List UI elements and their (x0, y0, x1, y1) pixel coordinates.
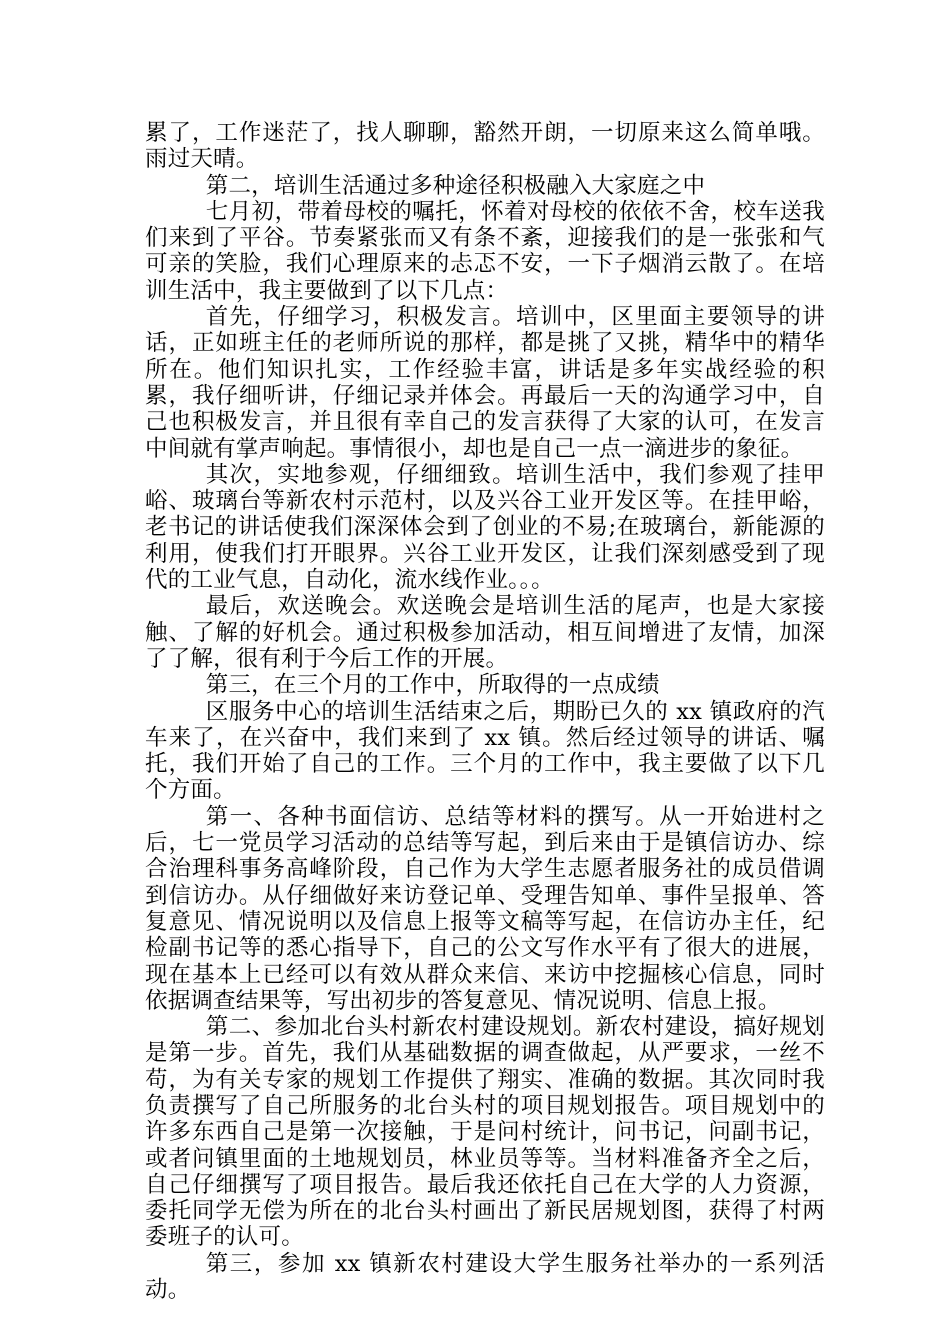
paragraph-site-visit: 其次，实地参观，仔细细致。培训生活中，我们参观了挂甲峪、玻璃台等新农村示范村，以及兴谷工业开发区等。在挂甲峪，老书记的讲话使我们深深体会到了创业的不易;在玻璃台，新能源的利用，使我们打开眼界。兴谷工业开发区，让我们深刻感受到了现代的工业气息，自动化，流水线作业。。。 (145, 461, 825, 594)
paragraph-july-arrival: 七月初，带着母校的嘱托，怀着对母校的依依不舍，校车送我们来到了平谷。节奏紧张而又有条不紊，迎接我们的是一张张和气可亲的笑脸，我们心理原来的忐忑不安，一下子烟消云散了。在培训生活中，我主要做到了以下几点： (145, 198, 825, 304)
document-body (145, 120, 825, 1303)
paragraph-town-work: 区服务中心的培训生活结束之后，期盼已久的 xx 镇政府的汽车来了，在兴奋中，我们来到了 xx 镇。然后经过领导的讲话、嘱托，我们开始了自己的工作。三个月的工作中，我主要做了以下几个方面。 (145, 698, 825, 804)
paragraph-service-activities: 第三，参加 xx 镇新农村建设大学生服务社举办的一系列活动。 (145, 1250, 825, 1304)
section-heading-second: 第二，培训生活通过多种途径积极融入大家庭之中 (205, 172, 706, 199)
paragraph-written-materials: 第一、各种书面信访、总结等材料的撰写。从一开始进村之后，七一党员学习活动的总结等写起，到后来由于是镇信访办、综合治理科事务高峰阶段，自己作为大学生志愿者服务社的成员借调到信访办。从仔细做好来访登记单、受理告知单、事件呈报单、答复意见、情况说明以及信息上报等文稿等写起，在信访办主任，纪检副书记等的悉心指导下，自己的公文写作水平有了很大的进展，现在基本上已经可以有效从群众来信、来访中挖掘核心信息，同时依据调查结果等，写出初步的答复意见、情况说明、信息上报。 (145, 803, 825, 1014)
paragraph-study-speak: 首先，仔细学习，积极发言。培训中，区里面主要领导的讲话，正如班主任的老师所说的那样，都是挑了又挑，精华中的精华所在。他们知识扎实，工作经验丰富，讲话是多年实战经验的积累，我仔细听讲，仔细记录并体会。再最后一天的沟通学习中，自己也积极发言，并且很有幸自己的发言获得了大家的认可，在发言中间就有掌声响起。事情很小，却也是自己一点一滴进步的象征。 (145, 304, 825, 462)
paragraph-farewell-party: 最后，欢送晚会。欢送晚会是培训生活的尾声，也是大家接触、了解的好机会。通过积极参加活动，相互间增进了友情，加深了了解，很有利于今后工作的开展。 (145, 593, 825, 672)
paragraph-continuation: 累了，工作迷茫了，找人聊聊，豁然开朗，一切原来这么简单哦。雨过天晴。 (145, 120, 825, 173)
paragraph-village-planning: 第二、参加北台头村新农村建设规划。新农村建设，搞好规划是第一步。首先，我们从基础数据的调查做起，从严要求，一丝不苟，为有关专家的规划工作提供了翔实、准确的数据。其次同时我负责撰写了自己所服务的北台头村的项目规划报告。项目规划中的许多东西自己是第一次接触，于是问村统计，问书记，问副书记，或者问镇里面的土地规划员，林业员等等。当材料准备齐全之后，自己仔细撰写了项目报告。最后我还依托自己在大学的人力资源，委托同学无偿为所在的北台头村画出了新民居规划图，获得了村两委班子的认可。 (145, 1014, 825, 1251)
section-heading-third: 第三，在三个月的工作中，所取得的一点成绩 (205, 672, 660, 699)
